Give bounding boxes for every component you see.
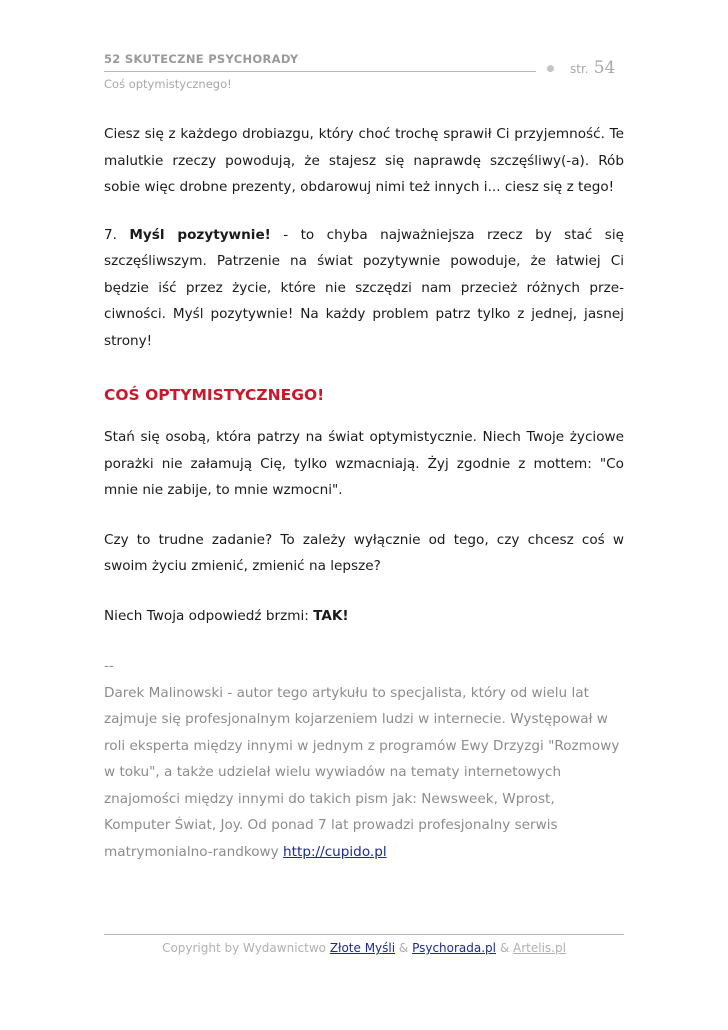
paragraph-5 <box>104 603 624 630</box>
chapter-name: Coś optymistycznego! <box>104 77 232 91</box>
paragraph-3: Stań się osobą, która patrzy na świat optymistycznie. Niech Twoje życiowe porażki nie załamują Cię, tylko wzmacniają. Żyj zgodnie z mottem: "Co mnie nie zabije, to mnie wzmocni". <box>104 429 624 498</box>
paragraph-4: Czy to trudne zadanie? To zależy wyłącznie od tego, czy chcesz coś w swoim życiu zmienić, zmienić na lepsze? <box>104 531 624 574</box>
page-footer <box>104 941 624 955</box>
zlote-mysli-link[interactable]: Złote Myśli <box>329 941 396 955</box>
paragraph-1: Ciesz się z każdego drobiazgu, który choć trochę sprawił Ci przyjemność. Te malutkie rzeczy powodują, że stajesz się naprawdę szczęśliwy(-a). Rób sobie więc drobne prezenty, obdarowuj nimi też innych i... ciesz się z tego! <box>104 126 624 195</box>
tip-number: 7. <box>104 226 130 243</box>
bullet-dot-icon <box>547 65 554 72</box>
answer-text: Niech Twoja odpowiedź brzmi: <box>104 607 314 624</box>
footer-separator: & <box>395 941 413 955</box>
page-number-label: str. <box>570 62 589 76</box>
psychorada-link[interactable]: Psychorada.pl <box>412 941 497 955</box>
bio-separator: -- <box>104 658 114 674</box>
page-content <box>104 121 624 865</box>
tip-title: Myśl pozytywnie! <box>129 226 271 243</box>
bio-text <box>104 680 624 866</box>
cupido-link[interactable]: http://cupido.pl <box>283 843 387 860</box>
book-title: 52 SKUTECZNE PSYCHORADY <box>104 52 299 66</box>
copyright-text: Copyright by Wydawnictwo <box>162 941 330 955</box>
artelis-link[interactable]: Artelis.pl <box>513 941 566 955</box>
tip-text: - to chyba najważniejsza rzecz by stać się szczęśliwszym. Patrzenie na świat pozytywnie powoduje, że łatwiej Ci będzie iść przez życie, które nie szczędzi nam przecież różnych przeciwności. Myśl pozytywnie! Na każdy problem patrz tylko z jednej, jasnej strony! <box>104 226 624 349</box>
page-number <box>570 58 615 78</box>
page-header <box>104 52 624 92</box>
answer-bold: TAK! <box>313 607 349 624</box>
footer-divider <box>104 934 624 935</box>
bio-body: Darek Malinowski - autor tego artykułu to specjalista, który od wielu lat zajmuje się profesjonalnym kojarzeniem ludzi w internecie. Występował w roli eksperta między innymi w jednym z programów Ewy Drzyzgi "Rozmowy w toku", a także udzielał wielu wywiadów na tematy internetowych znajomości między innymi do takich pism jak: Newsweek, Wprost, Komputer Świat, Joy. Od ponad 7 lat prowadzi profesjonalny serwis matrymonialno-randkowy <box>104 684 620 860</box>
footer-separator: & <box>496 941 514 955</box>
header-divider <box>104 71 536 72</box>
page-number-value: 54 <box>593 58 616 78</box>
author-bio <box>104 653 624 865</box>
section-heading: COŚ OPTYMISTYCZNEGO! <box>104 386 325 404</box>
paragraph-2 <box>104 222 624 355</box>
